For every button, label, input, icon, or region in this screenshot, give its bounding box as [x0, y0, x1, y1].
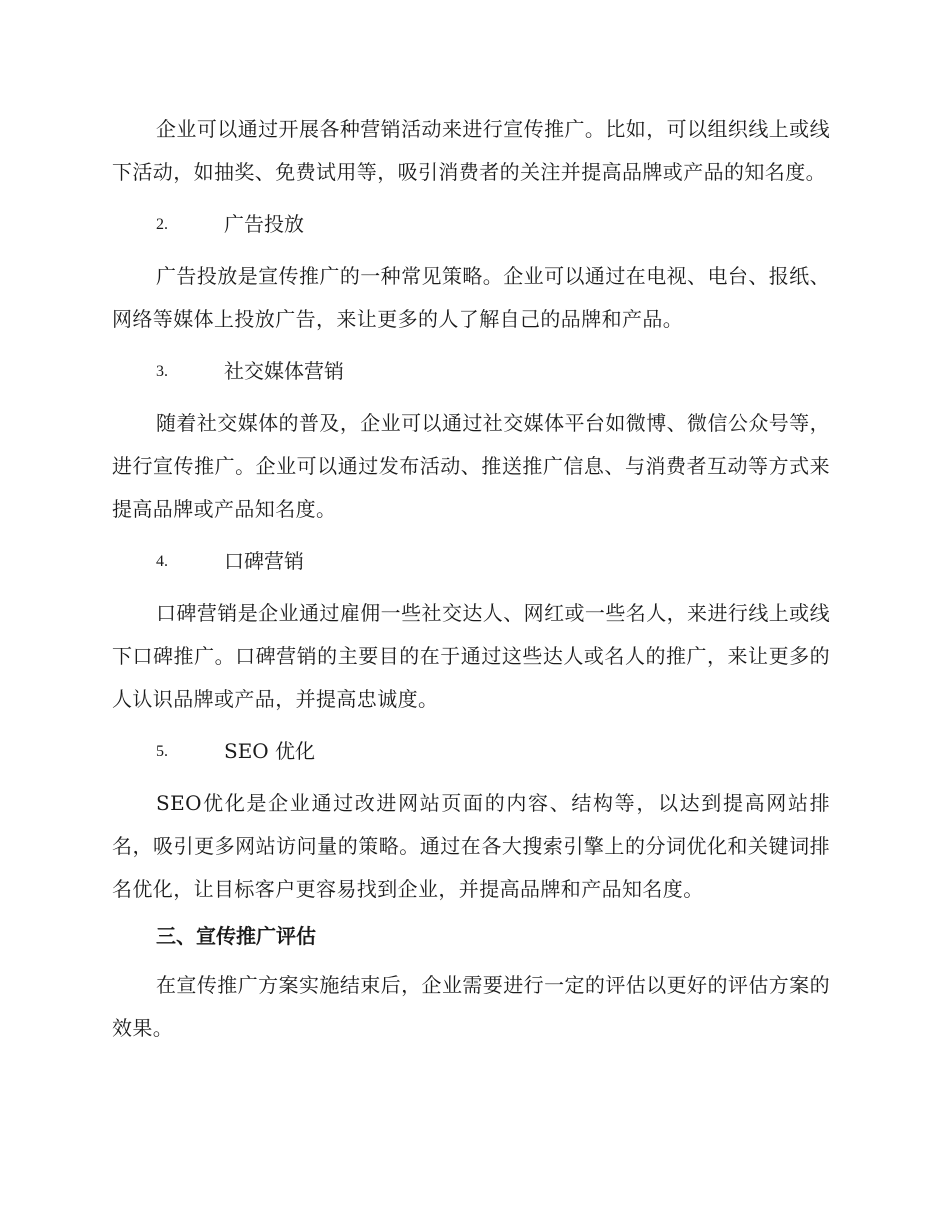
document-page — [112, 108, 830, 1050]
paragraph-marketing-activities: 企业可以通过开展各种营销活动来进行宣传推广。比如，可以组织线上或线下活动，如抽奖、免费试用等，吸引消费者的关注并提高品牌或产品的知名度。 — [112, 117, 830, 184]
list-title: 广告投放 — [224, 212, 304, 236]
list-number: 4. — [156, 553, 168, 570]
paragraph-advertising: 广告投放是宣传推广的一种常见策略。企业可以通过在电视、电台、报纸、网络等媒体上投放广告，来让更多的人了解自己的品牌和产品。 — [112, 264, 830, 331]
list-item-social-media — [112, 350, 830, 393]
paragraph-social-media: 随着社交媒体的普及，企业可以通过社交媒体平台如微博、微信公众号等，进行宣传推广。企业可以通过发布活动、推送推广信息、与消费者互动等方式来提高品牌或产品知名度。 — [112, 411, 830, 521]
list-item-seo — [112, 730, 830, 773]
list-number: 5. — [156, 743, 168, 760]
list-number: 3. — [156, 363, 168, 380]
list-title: 口碑营销 — [224, 549, 304, 573]
list-number: 2. — [156, 216, 168, 233]
list-title: 社交媒体营销 — [224, 359, 344, 383]
paragraph-word-of-mouth: 口碑营销是企业通过雇佣一些社交达人、网红或一些名人，来进行线上或线下口碑推广。口碑营销的主要目的在于通过这些达人或名人的推广，来让更多的人认识品牌或产品，并提高忠诚度。 — [112, 601, 830, 711]
list-title: SEO 优化 — [224, 739, 316, 763]
paragraph-seo: SEO优化是企业通过改进网站页面的内容、结构等，以达到提高网站排名，吸引更多网站访问量的策略。通过在各大搜索引擎上的分词优化和关键词排名优化，让目标客户更容易找到企业，并提高品牌和产品知名度。 — [112, 791, 830, 901]
paragraph-evaluation: 在宣传推广方案实施结束后，企业需要进行一定的评估以更好的评估方案的效果。 — [112, 973, 830, 1040]
list-item-advertising — [112, 203, 830, 246]
list-item-word-of-mouth — [112, 540, 830, 583]
section-heading: 三、宣传推广评估 — [156, 924, 316, 948]
